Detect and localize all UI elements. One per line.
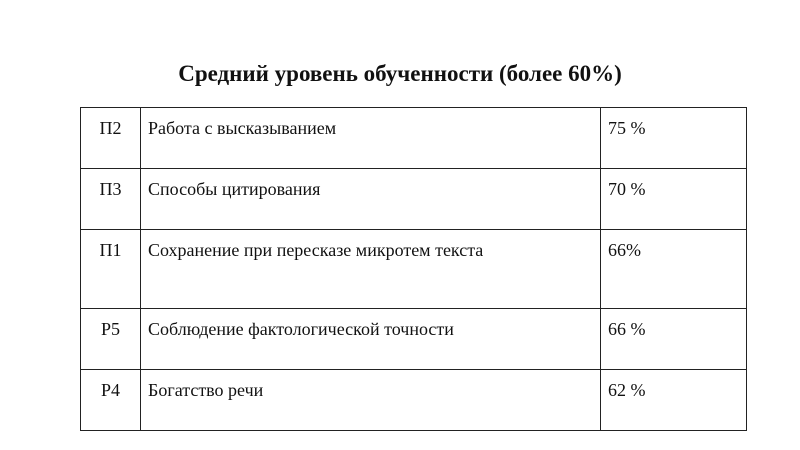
criterion-code: П3	[81, 169, 141, 230]
criterion-name: Работа с высказыванием	[141, 108, 601, 169]
criterion-percent: 62 %	[601, 370, 747, 431]
criterion-percent: 75 %	[601, 108, 747, 169]
criterion-name: Сохранение при пересказе микротем текста	[141, 230, 601, 309]
criterion-percent: 66%	[601, 230, 747, 309]
criterion-code: П2	[81, 108, 141, 169]
criterion-code: Р5	[81, 309, 141, 370]
criterion-name: Богатство речи	[141, 370, 601, 431]
criterion-code: П1	[81, 230, 141, 309]
table-row	[81, 230, 747, 309]
criterion-name: Способы цитирования	[141, 169, 601, 230]
criterion-percent: 66 %	[601, 309, 747, 370]
table-row	[81, 169, 747, 230]
criterion-percent: 70 %	[601, 169, 747, 230]
table-row	[81, 370, 747, 431]
table-row	[81, 309, 747, 370]
slide-title: Средний уровень обученности (более 60%)	[178, 61, 622, 86]
results-table	[80, 107, 747, 431]
criterion-code: Р4	[81, 370, 141, 431]
table-row	[81, 108, 747, 169]
criterion-name: Соблюдение фактологической точности	[141, 309, 601, 370]
